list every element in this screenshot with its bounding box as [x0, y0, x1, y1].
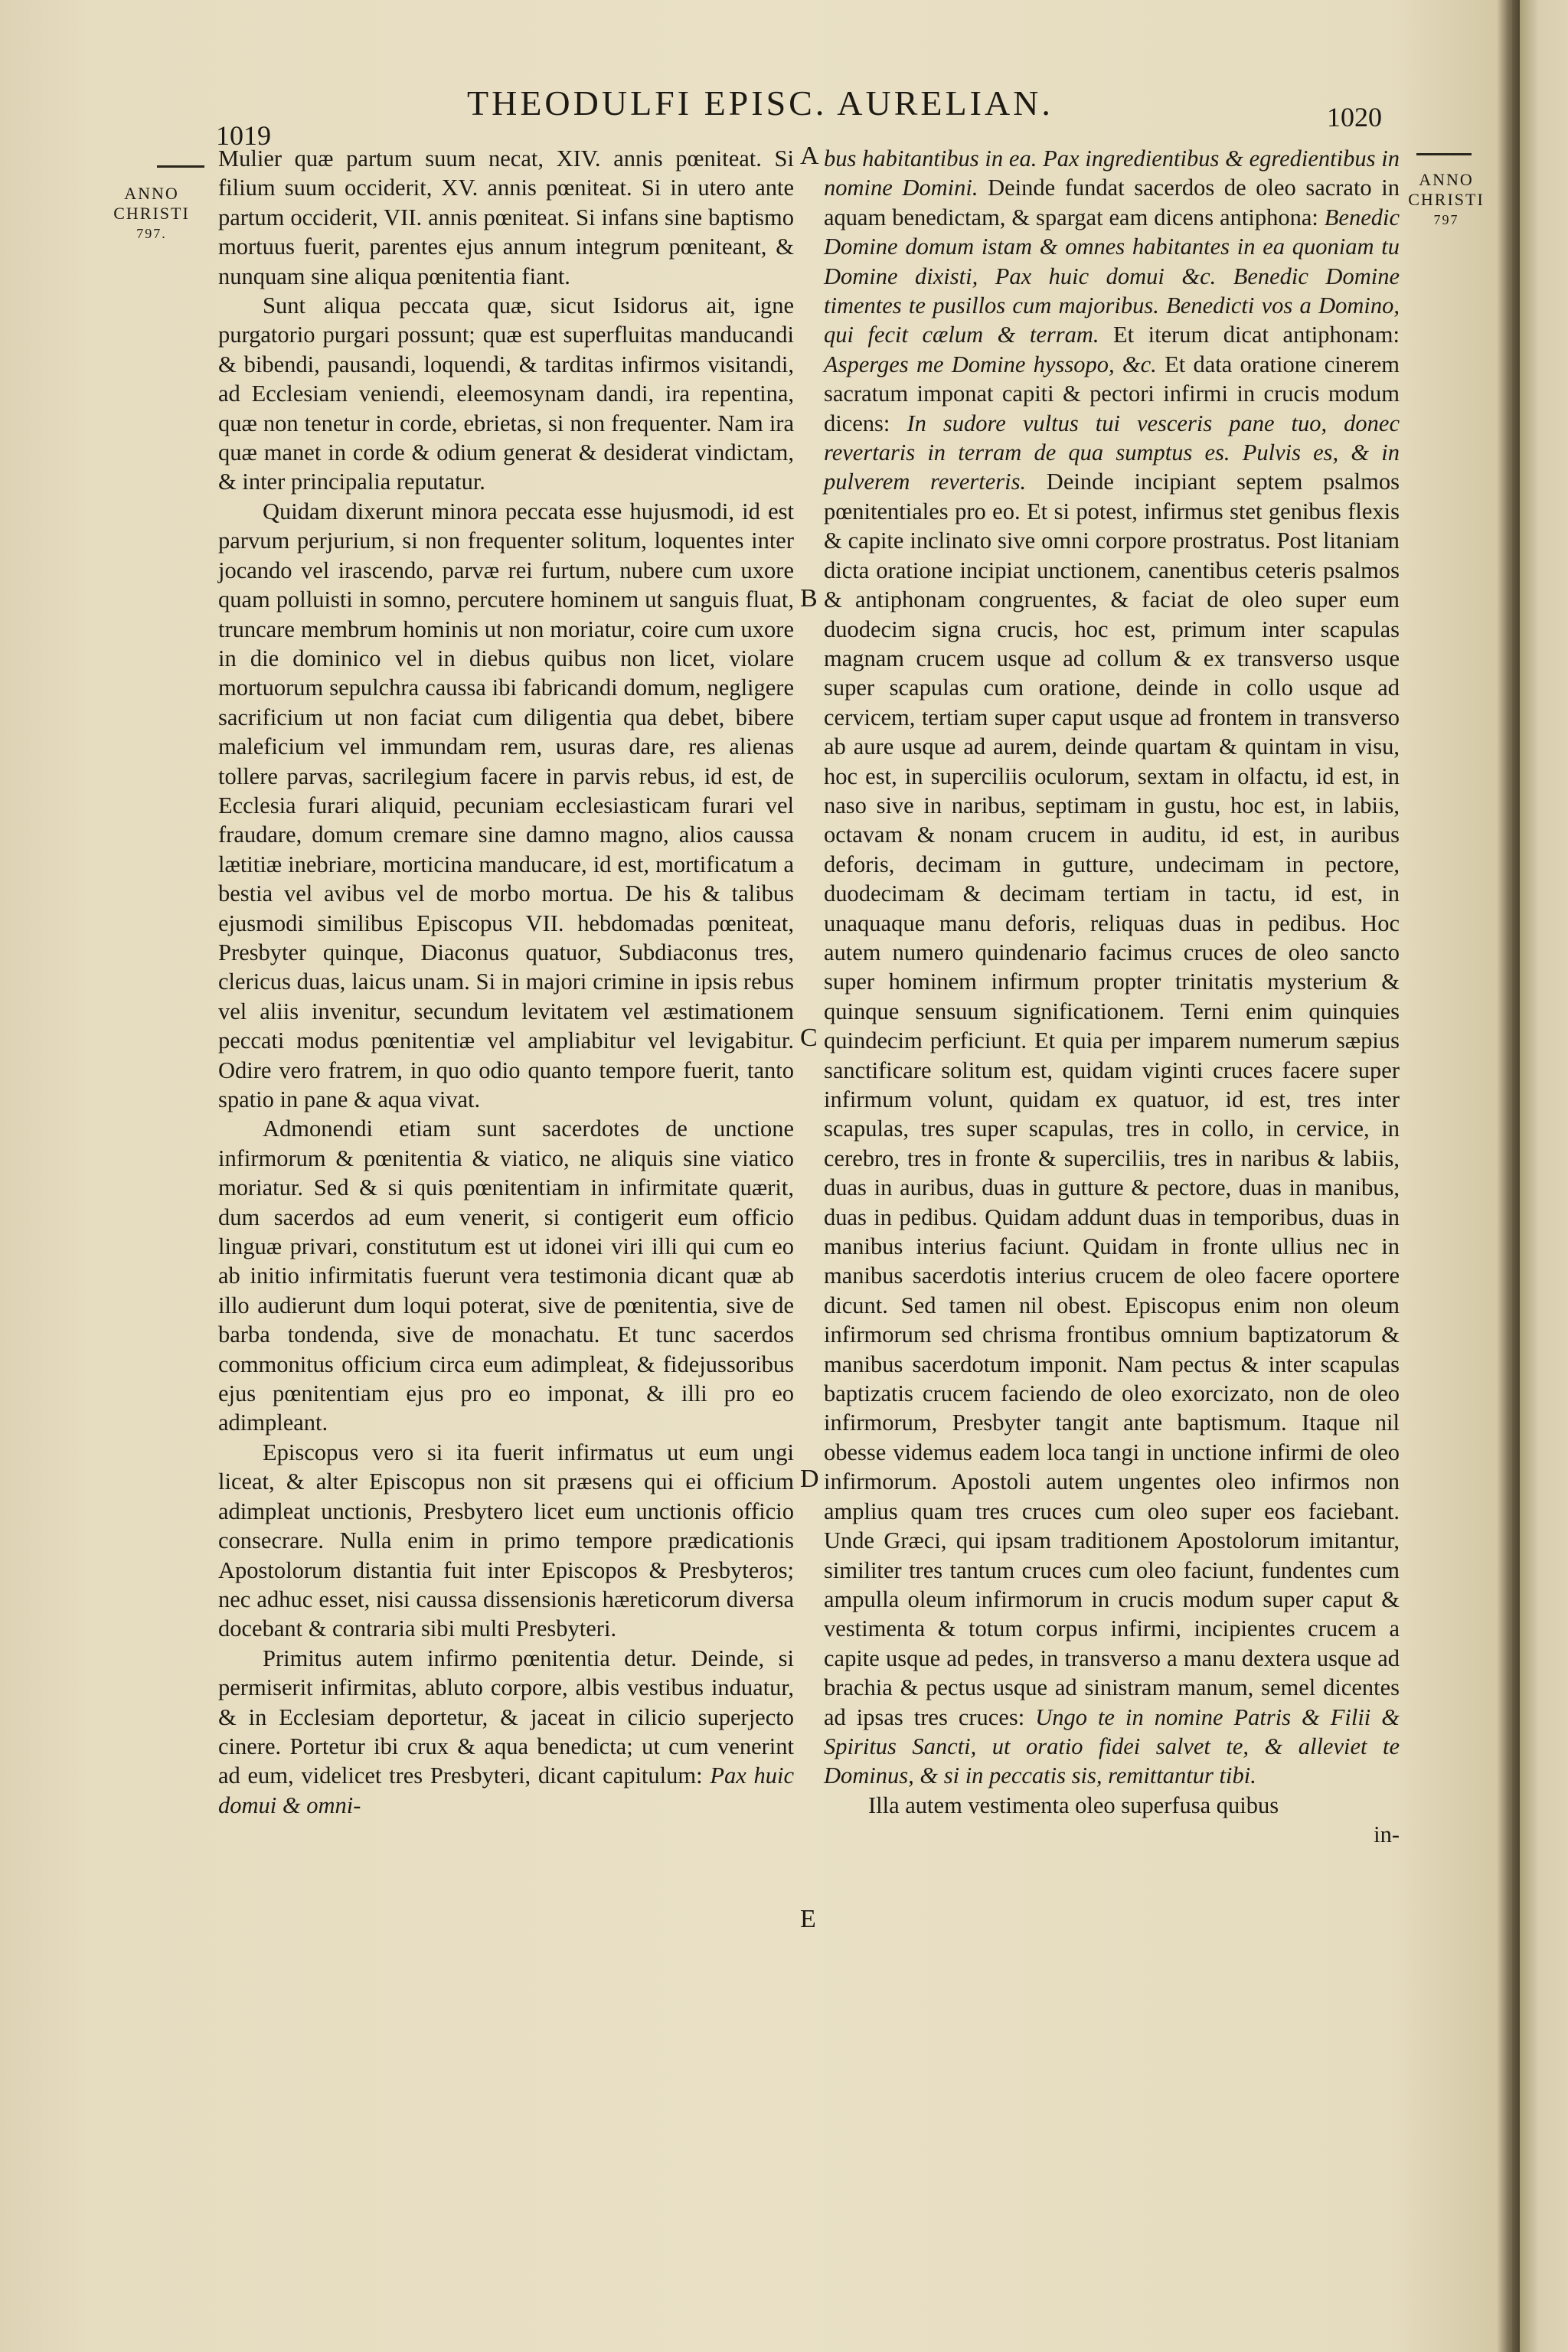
paragraph-text: Et iterum dicat antiphonam:	[1113, 322, 1400, 348]
paragraph	[824, 144, 1400, 1791]
book-gutter	[1497, 0, 1520, 2352]
paragraph-text: Primitus autem infirmo pœnitentia detur. Deinde, si permiserit infirmitas, abluto corpore, albis vestibus induatur, & in Ecclesiam deportetur, & jaceat in cilicio superjecto cinere. Portetur ibi crux & aqua benedicta; ut cum venerint ad eum, videlicet tres Presbyteri, dicant capitulum:	[218, 1645, 794, 1789]
margin-note-right	[1401, 170, 1491, 230]
italic-formula: bus habitantibus in ea. Pax ingredientibus & egredientibus in nomine Domini.	[824, 145, 1400, 201]
paragraph	[218, 1644, 794, 1820]
paragraph: Sunt aliqua peccata quæ, sicut Isidorus ait, igne purgatorio purgari possunt; quæ est superfluitas manducandi & bibendi, pausandi, loquendi, & tarditas infirmos visitandi, ad Ecclesiam veniendi, eleemosynam dandi, ira repentina, quæ non tenetur in corde, ebrietas, si non frequenter. Nam ira quæ manet in corde & odium generat & desiderat vindictam, & inter principalia reputatur.	[218, 292, 794, 495]
paragraph: Episcopus vero si ita fuerit infirmatus ut eum ungi liceat, & alter Episcopus non sit præsens qui ei officium adimpleat unctionis, Presbytero licet eum unctionis officio consecrare. Nulla enim in primo tempore prædicationis Apostolorum distantia fuit inter Episcopos & Presbyteros; nec adhuc esset, nisi caussa dissensionis hæreticorum diversa docebant & contraria sibi multi Presbyteri.	[218, 1439, 794, 1642]
margin-note-christi: CHRISTI	[113, 204, 190, 223]
running-header	[0, 83, 1512, 151]
paragraph: Illa autem vestimenta oleo superfusa quibus	[868, 1792, 1279, 1818]
margin-rule-left	[157, 165, 204, 168]
italic-antiphon: Asperges me Domine hyssopo, &c.	[824, 351, 1157, 377]
italic-formula: Pax huic domui & omni-	[218, 1762, 795, 1818]
paragraph: Mulier quæ partum suum necat, XIV. annis pœniteat. Si filium suum occiderit, XV. annis pœniteat. Si in utero ante partum occiderit, VII. annis pœniteat. Si infans sine baptismo mortuus fuerit, parentes ejus annum integrum pœniteant, & nunquam sine aliqua pœnitentia fiant.	[218, 145, 794, 289]
margin-note-christi: CHRISTI	[1408, 190, 1485, 209]
text-column-right	[824, 144, 1400, 1850]
section-letter-e: E	[800, 1905, 816, 1933]
catchword: in-	[1374, 1821, 1400, 1848]
paragraph-text: Deinde incipiant septem psalmos pœnitentiales pro eo. Et si potest, infirmus stet genibus flexis & capite inclinato sive omni corpore prostratus. Post litaniam dicta oratione incipiat unctionem, canentibus ceteris psalmos & antiphonam congruentes, & faciat de oleo super eum duodecim signa crucis, hoc est, primum inter scapulas magnam crucem usque ad collum & ex transverso usque super scapulas cum oratione, deinde in collo usque ad cervicem, tertiam super caput usque ad frontem in transverso ab aure usque ad aurem, deinde quartam & quintam in visu, hoc est, in superciliis oculorum, sextam in olfactu, id est, in naso sive in naribus, septimam in gustu, hoc est, in labiis, octavam & nonam crucem in auditu, id est, in auribus deforis, decimam in gutture, undecimam in pectore, duodecimam & decimam tertiam in tactu, id est, in unaquaque manu deforis, reliquas duas in pedibus. Hoc autem numero quindenario facimus cruces de oleo sancto super hominem infirmum propter trinitatis mysterium & quinque sensuum significationem. Terni enim quinquies quindecim perficiunt. Et quia per imparem numerum sæpius sanctificare solitum est, quidam viginti cruces facere super infirmum volunt, quidam ex quatuor, id est, tres inter scapulas, tres super scapulas, tres in collo, in cervice, in cerebro, tres in fronte & superciliis, tres in naribus & labiis, duas in auribus, duas in gutture & pectore, duas in manibus, duas in pedibus. Quidam addunt duas in temporibus, duas in manibus interius faciunt. Quidam in fronte ullius nec in manibus sacerdotis interius crucem de oleo facere oportere dicunt. Sed tamen nil obest. Episcopus enim non oleum infirmorum sed chrisma frontibus omnium baptizatorum & manibus sacerdotum imponit. Nam pectus & inter scapulas baptizatis crucem faciendo de oleo exorcizato, non de oleo infirmorum, Presbyter tangit ante baptismum. Itaque nil obesse videmus eadem loca tangi in unctione infirmi de oleo infirmorum. Apostoli autem ungentes oleo infirmos non amplius quam tres cruces cum oleo super eos faciebant. Unde Græci, qui ipsam traditionem Apostolorum imitantur, similiter tres tantum cruces cum oleo faciunt, fundentes cum ampulla oleum infirmorum in crucis modum super caput & vestimenta & totum corpus infirmi, incipientes crucem a capite usque ad pedes, in transverso a manu dextera usque ad brachia & pectus usque ad sinistram manum, semel dicentes ad ipsas tres cruces:	[824, 469, 1400, 1730]
margin-note-anno: ANNO	[1419, 170, 1474, 189]
paragraph: Quidam dixerunt minora peccata esse hujusmodi, id est parvum perjurium, si non frequenter solitum, loquentes inter jocando vel irascendo, parvæ rei furtum, nubere cum uxore quam polluisti in somno, percutere hominem ut sanguis fluat, truncare membrum hominis ut non moriatur, coire cum uxore in die dominico vel in diebus quibus non licet, violare mortuorum sepulchra caussa ibi fabricandi domum, negligere sacrificium ut non faciat cum diligentia qua debet, bibere maleficium vel immundam rem, usuras dare, res alienas tollere parvas, sacrilegium facere in parvis rebus, id est, de Ecclesia furari aliquid, pecuniam ecclesiasticam furari vel fraudare, domum cremare sine damno magno, alios caussa lætitiæ inebriare, morticina manducare, id est, mortificatum a bestia vel avibus vel de morbo mortua. De his & talibus ejusmodi similibus Episcopus VII. hebdomadas pœniteat, Presbyter quinque, Diaconus quatuor, Subdiaconus tres, clericus duas, laicus unam. Si in majori crimine in ipsis rebus vel aliis invenitur, secundum levitatem vel æstimationem peccati modus pœnitentiæ vel ampliabitur vel levigabitur. Odire vero fratrem, in quo odio quanto tempore fuerit, tanto spatio in pane & aqua vivat.	[218, 498, 794, 1112]
italic-antiphon: Benedic Domine domum istam & omnes habitantes in ea quoniam tu Domine dixisti, Pax huic domui &c. Benedic Domine timentes te pusillos cum majoribus. Benedicti vos a Domino, qui fecit cælum & terram.	[824, 204, 1400, 348]
margin-note-year: 797	[1433, 212, 1459, 227]
italic-formula: In sudore vultus tui vesceris pane tuo, donec revertaris in terram de qua sumptus es. Pulvis es, & in pulverem reverteris.	[824, 410, 1400, 495]
margin-note-left	[106, 184, 198, 243]
section-letter-b: B	[800, 584, 818, 612]
paragraph-text: Deinde fundat sacerdos de oleo sacrato in aquam benedictam, & spargat eam dicens antiphona:	[824, 175, 1400, 230]
section-letter-d: D	[800, 1465, 819, 1493]
adjacent-page-edge	[1520, 0, 1568, 2352]
paragraph: Admonendi etiam sunt sacerdotes de unctione infirmorum & pœnitentia & viatico, ne aliquis sine viatico moriatur. Sed & si quis pœnitentiam in infirmitate quærit, dum sacerdos ad eum venerit, si contigerit eum officio linguæ privari, constitutum est ut idonei viri illi qui cum eo ab initio infirmitatis fuerunt vera testimonia dicant quæ ab illo audierunt dum loqui poterat, sive de pœnitentia, sive de barba tondenda, sive de monachatu. Et tunc sacerdos commonitus officium circa eum adimpleat, & fidejussoribus ejus pœnitentiam ejus pro eo imponat, & illi pro eo adimpleant.	[218, 1116, 794, 1436]
italic-formula: Ungo te in nomine Patris & Filii & Spiritus Sancti, ut oratio fidei salvet te, & alleviet te Dominus, & si in peccatis sis, remittantur tibi.	[824, 1704, 1400, 1789]
paragraph-text: Et data oratione cinerem sacratum imponat capiti & pectori infirmi in crucis modum dicens:	[824, 351, 1400, 436]
text-column-left	[218, 144, 794, 1820]
page-number-right: 1020	[1327, 102, 1382, 132]
section-letter-a: A	[800, 142, 819, 170]
margin-note-year: 797.	[136, 226, 167, 241]
section-letter-c: C	[800, 1024, 818, 1052]
margin-note-anno: ANNO	[124, 184, 179, 203]
page-number-left: 1019	[216, 120, 271, 151]
margin-rule-right	[1416, 153, 1472, 155]
running-title: THEODULFI EPISC. AURELIAN.	[467, 83, 1054, 122]
